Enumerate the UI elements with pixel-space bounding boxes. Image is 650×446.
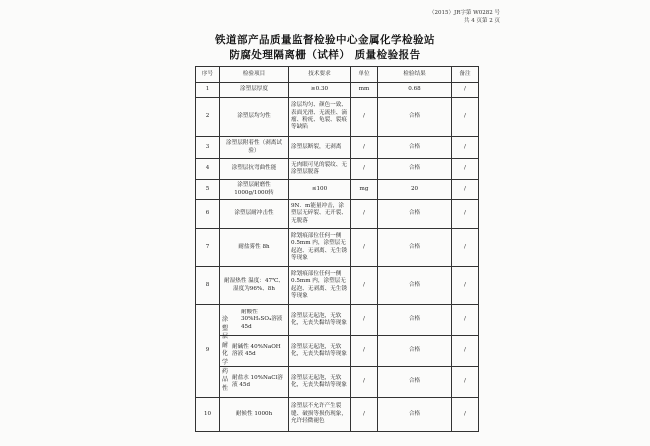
row-note: /	[452, 229, 479, 267]
table-row	[196, 200, 479, 229]
row-note: /	[452, 305, 479, 336]
row-number: 6	[196, 200, 220, 229]
row-item: 耐湿热性 温度：47℃、湿度为96%、8h	[220, 267, 289, 305]
row-requirement: 无肉眼可见的裂纹、无涂塑层脱落	[289, 159, 351, 180]
row-unit: /	[351, 336, 378, 367]
row-number: 9	[196, 305, 220, 398]
row-unit: /	[351, 267, 378, 305]
row-result: 合格	[378, 229, 452, 267]
row-requirement: 涂塑层无起泡，无软化，无丧失黏结等现象	[289, 367, 351, 398]
row-requirement: 涂塑层无起泡，无软化，无丧失黏结等现象	[289, 336, 351, 367]
row-unit: /	[351, 137, 378, 159]
table-row	[196, 83, 479, 98]
inspection-table	[195, 66, 479, 432]
row-result: 合格	[378, 159, 452, 180]
row-note: /	[452, 267, 479, 305]
row-result: 合格	[378, 137, 452, 159]
row-note: /	[452, 398, 479, 432]
row-number: 3	[196, 137, 220, 159]
table-row	[196, 180, 479, 200]
row-sub-item	[220, 305, 289, 336]
row-unit: /	[351, 229, 378, 267]
row-unit: /	[351, 98, 378, 137]
row-sub-item: 耐盐水 10%NaCl溶液 45d	[220, 367, 289, 398]
row-item: 涂塑层均匀性	[220, 98, 289, 137]
row-requirement: 9N．m能量冲击，涂塑层无碎裂、无开裂、无脱落	[289, 200, 351, 229]
table-row	[196, 336, 479, 367]
table-row	[196, 305, 479, 336]
row-result: 合格	[378, 336, 452, 367]
row-item: 涂塑层附着性（剥离试验）	[220, 137, 289, 159]
chemical-category-label	[232, 309, 241, 331]
report-reference	[429, 9, 500, 25]
col-header-unit: 单位	[351, 67, 378, 83]
table-row	[196, 267, 479, 305]
row-unit: mg	[351, 180, 378, 200]
row-item: 耐盐雾性 8h	[220, 229, 289, 267]
col-header-no: 序号	[196, 67, 220, 83]
row-note: /	[452, 159, 479, 180]
table-row	[196, 98, 479, 137]
table-row	[196, 229, 479, 267]
row-requirement: ≥0.30	[289, 83, 351, 98]
row-item: 耐候性 1000h	[220, 398, 289, 432]
row-number: 5	[196, 180, 220, 200]
row-item: 涂塑层耐冲击性	[220, 200, 289, 229]
row-note: /	[452, 137, 479, 159]
table-row	[196, 398, 479, 432]
row-item: 涂塑层厚度	[220, 83, 289, 98]
row-unit: mm	[351, 83, 378, 98]
row-unit: /	[351, 398, 378, 432]
row-note: /	[452, 367, 479, 398]
row-result: 合格	[378, 200, 452, 229]
col-header-note: 备注	[452, 67, 479, 83]
table-row	[196, 137, 479, 159]
row-result: 20	[378, 180, 452, 200]
table-row	[196, 159, 479, 180]
row-unit: /	[351, 159, 378, 180]
row-note: /	[452, 336, 479, 367]
report-number: （2015）JR字第 W0282 号	[429, 10, 500, 16]
row-number: 4	[196, 159, 220, 180]
row-note: /	[452, 200, 479, 229]
sub-item-layout	[232, 309, 285, 331]
table-row	[196, 367, 479, 398]
row-requirement: 除划痕部位任何一侧 0.5mm 内，涂塑层无起泡、无剥离、无生锈等现象	[289, 229, 351, 267]
row-requirement: 涂塑层不允许产生裂缝、破损等损伤现象，允许轻微褪色	[289, 398, 351, 432]
row-number: 2	[196, 98, 220, 137]
table-header-row	[196, 67, 479, 83]
col-header-requirement: 技术要求	[289, 67, 351, 83]
row-item: 涂塑层耐磨性 1000g/1000转	[220, 180, 289, 200]
row-result: 合格	[378, 398, 452, 432]
row-number: 7	[196, 229, 220, 267]
row-note: /	[452, 83, 479, 98]
row-result: 合格	[378, 305, 452, 336]
row-sub-item: 耐碱性 40%NaOH溶液 45d	[220, 336, 289, 367]
row-result: 合格	[378, 367, 452, 398]
row-note: /	[452, 180, 479, 200]
row-number: 8	[196, 267, 220, 305]
row-result: 0.68	[378, 83, 452, 98]
row-item: 涂塑层抗弯曲性能	[220, 159, 289, 180]
report-subtitle: 防腐处理隔离栅（试样） 质量检验报告	[229, 49, 421, 61]
row-number: 1	[196, 83, 220, 98]
row-requirement: 涂层均匀、颜色一致、表面光滑、无流挂、滴瘤、粉疣、龟裂、裂痕等缺陷	[289, 98, 351, 137]
chemical-resistance-category: 涂塑层耐化学药品性	[221, 316, 228, 392]
col-header-item: 检验项目	[220, 67, 289, 83]
row-result: 合格	[378, 267, 452, 305]
report-title: 铁道部产品质量监督检验中心金属化学检验站	[215, 34, 435, 46]
row-result: 合格	[378, 98, 452, 137]
page-count: 共 4 页第 2 页	[464, 18, 500, 24]
row-number: 10	[196, 398, 220, 432]
sub-item-acid: 耐酸性 30%H₂SO₄溶液 45d	[241, 308, 283, 330]
row-unit: /	[351, 200, 378, 229]
row-requirement: 涂塑层断裂，无剥离	[289, 137, 351, 159]
row-note: /	[452, 98, 479, 137]
row-requirement: 除划痕部位任何一侧 0.5mm 内，涂塑层无起泡、无剥离、无生锈等现象	[289, 267, 351, 305]
row-unit: /	[351, 305, 378, 336]
col-header-result: 检验结果	[378, 67, 452, 83]
row-requirement: 涂塑层无起泡，无软化，无丧失黏结等现象	[289, 305, 351, 336]
row-requirement: ≤100	[289, 180, 351, 200]
row-unit: /	[351, 367, 378, 398]
